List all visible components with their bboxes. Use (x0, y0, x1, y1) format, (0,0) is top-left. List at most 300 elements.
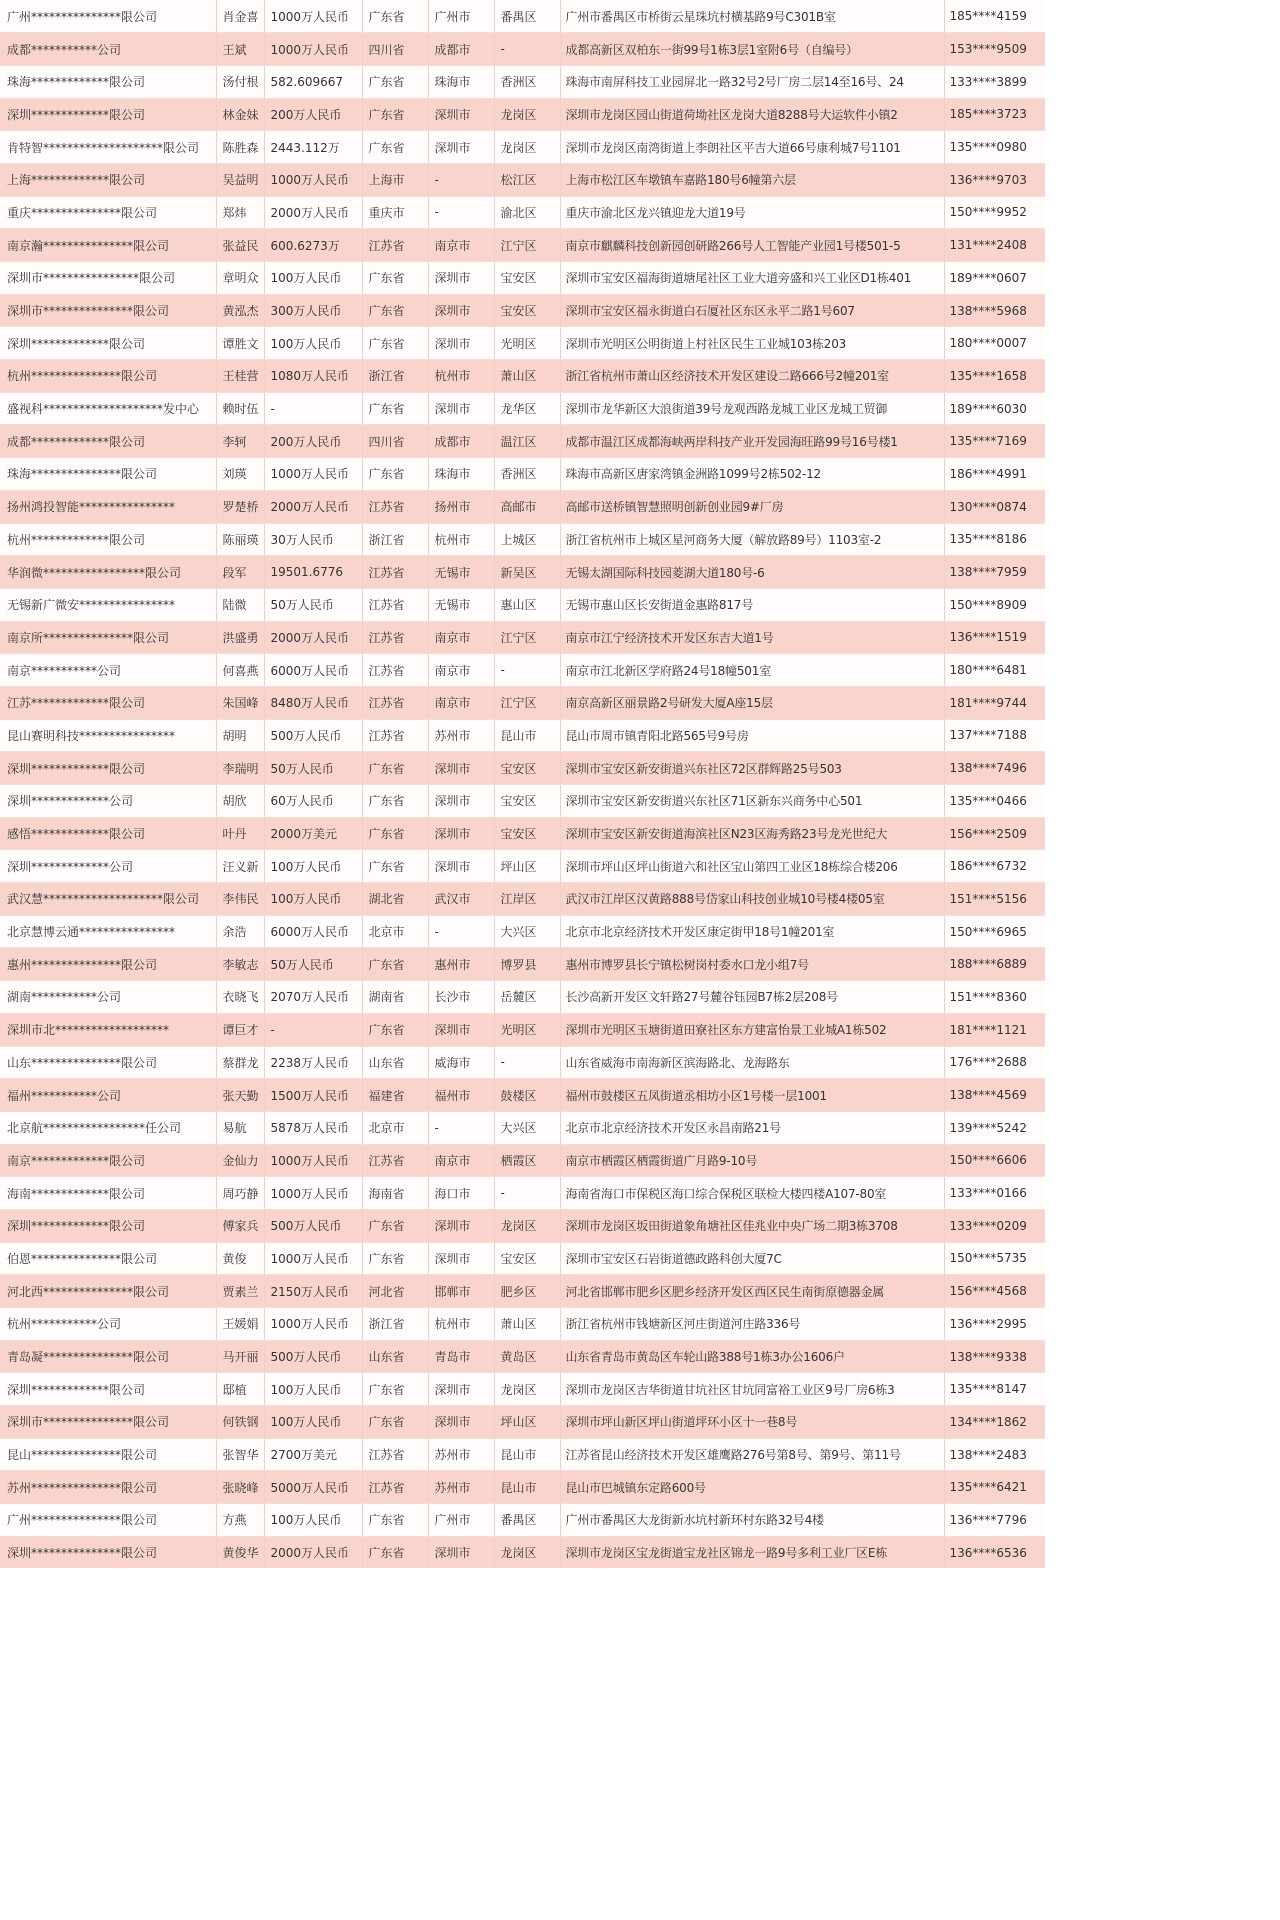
province-cell: 江苏省 (362, 1144, 428, 1177)
province-cell: 福建省 (362, 1079, 428, 1112)
address-cell: 重庆市渝北区龙兴镇迎龙大道19号 (560, 196, 944, 229)
company-name-cell: 江苏*************限公司 (0, 686, 216, 719)
province-cell: 海南省 (362, 1177, 428, 1210)
address-cell: 深圳市龙岗区园山街道荷坳社区龙岗大道8288号大运软件小镇2 (560, 98, 944, 131)
company-name-cell: 感悟*************限公司 (0, 817, 216, 850)
city-cell: 邯郸市 (428, 1275, 494, 1308)
phone-cell: 151****5156 (944, 883, 1045, 916)
phone-cell: 135****7169 (944, 425, 1045, 458)
district-cell: 龙岗区 (494, 98, 560, 131)
district-cell: 博罗县 (494, 948, 560, 981)
company-name-cell: 深圳*************限公司 (0, 1373, 216, 1406)
table-row (0, 883, 1045, 916)
legal-person-cell: 胡欣 (216, 785, 264, 818)
registered-capital-cell: 5000万人民币 (264, 1471, 362, 1504)
province-cell: 广东省 (362, 0, 428, 33)
address-cell: 浙江省杭州市萧山区经济技术开发区建设二路666号2幢201室 (560, 360, 944, 393)
registered-capital-cell: 50万人民币 (264, 948, 362, 981)
table-row (0, 686, 1045, 719)
legal-person-cell: 贾素兰 (216, 1275, 264, 1308)
address-cell: 长沙高新开发区文轩路27号麓谷钰园B7栋2层208号 (560, 981, 944, 1014)
address-cell: 南京市江宁经济技术开发区东吉大道1号 (560, 621, 944, 654)
district-cell: 大兴区 (494, 915, 560, 948)
district-cell: 萧山区 (494, 360, 560, 393)
province-cell: 江苏省 (362, 621, 428, 654)
table-row (0, 33, 1045, 66)
registered-capital-cell: 100万人民币 (264, 883, 362, 916)
district-cell: 江岸区 (494, 883, 560, 916)
legal-person-cell: 张天勤 (216, 1079, 264, 1112)
city-cell: 武汉市 (428, 883, 494, 916)
legal-person-cell: 马开丽 (216, 1340, 264, 1373)
province-cell: 广东省 (362, 752, 428, 785)
district-cell: 香洲区 (494, 458, 560, 491)
phone-cell: 133****0209 (944, 1209, 1045, 1242)
phone-cell: 136****2995 (944, 1308, 1045, 1341)
address-cell: 上海市松江区车墩镇车嘉路180号6幢第六层 (560, 163, 944, 196)
legal-person-cell: 何喜燕 (216, 654, 264, 687)
city-cell: 广州市 (428, 0, 494, 33)
registered-capital-cell: 8480万人民币 (264, 686, 362, 719)
phone-cell: 135****1658 (944, 360, 1045, 393)
table-row (0, 294, 1045, 327)
legal-person-cell: 黄泓杰 (216, 294, 264, 327)
city-cell: - (428, 196, 494, 229)
company-name-cell: 深圳*************限公司 (0, 752, 216, 785)
registered-capital-cell: 2000万人民币 (264, 196, 362, 229)
district-cell: 松江区 (494, 163, 560, 196)
district-cell: 昆山市 (494, 1438, 560, 1471)
address-cell: 无锡太湖国际科技园菱湖大道180号-6 (560, 556, 944, 589)
province-cell: 四川省 (362, 33, 428, 66)
district-cell: 坪山区 (494, 1406, 560, 1439)
phone-cell: 189****0607 (944, 262, 1045, 295)
district-cell: 上城区 (494, 523, 560, 556)
city-cell: 杭州市 (428, 360, 494, 393)
registered-capital-cell: 60万人民币 (264, 785, 362, 818)
table-row (0, 425, 1045, 458)
company-name-cell: 杭州***************限公司 (0, 360, 216, 393)
province-cell: 江苏省 (362, 1471, 428, 1504)
legal-person-cell: 罗楚桥 (216, 490, 264, 523)
phone-cell: 186****4991 (944, 458, 1045, 491)
district-cell: 龙岗区 (494, 1373, 560, 1406)
registered-capital-cell: 2000万美元 (264, 817, 362, 850)
company-name-cell: 南京***********公司 (0, 654, 216, 687)
company-name-cell: 深圳市北******************* (0, 1013, 216, 1046)
phone-cell: 134****1862 (944, 1406, 1045, 1439)
company-name-cell: 苏州***************限公司 (0, 1471, 216, 1504)
district-cell: 萧山区 (494, 1308, 560, 1341)
company-name-cell: 杭州***********公司 (0, 1308, 216, 1341)
city-cell: 南京市 (428, 654, 494, 687)
address-cell: 深圳市坪山新区坪山街道坪环小区十一巷8号 (560, 1406, 944, 1439)
province-cell: 四川省 (362, 425, 428, 458)
registered-capital-cell: 5878万人民币 (264, 1111, 362, 1144)
province-cell: 广东省 (362, 98, 428, 131)
city-cell: 威海市 (428, 1046, 494, 1079)
province-cell: 浙江省 (362, 523, 428, 556)
district-cell: 坪山区 (494, 850, 560, 883)
table-row (0, 1504, 1045, 1537)
province-cell: 广东省 (362, 392, 428, 425)
legal-person-cell: 汪义新 (216, 850, 264, 883)
address-cell: 南京市江北新区学府路24号18幢501室 (560, 654, 944, 687)
company-name-cell: 深圳*************限公司 (0, 98, 216, 131)
legal-person-cell: 肖金喜 (216, 0, 264, 33)
city-cell: - (428, 163, 494, 196)
district-cell: - (494, 1046, 560, 1079)
registered-capital-cell: 200万人民币 (264, 98, 362, 131)
province-cell: 广东省 (362, 1406, 428, 1439)
table-row (0, 556, 1045, 589)
province-cell: 浙江省 (362, 360, 428, 393)
table-row (0, 1536, 1045, 1568)
city-cell: 苏州市 (428, 1438, 494, 1471)
city-cell: 深圳市 (428, 1373, 494, 1406)
district-cell: 龙岗区 (494, 1209, 560, 1242)
table-row (0, 1177, 1045, 1210)
address-cell: 武汉市江岸区汉黄路888号岱家山科技创业城10号楼4楼05室 (560, 883, 944, 916)
registered-capital-cell: 1000万人民币 (264, 1308, 362, 1341)
legal-person-cell: 汤付根 (216, 65, 264, 98)
province-cell: 广东省 (362, 817, 428, 850)
address-cell: 南京市栖霞区栖霞街道广月路9-10号 (560, 1144, 944, 1177)
address-cell: 浙江省杭州市上城区星河商务大厦（解放路89号）1103室-2 (560, 523, 944, 556)
province-cell: 江苏省 (362, 654, 428, 687)
registered-capital-cell: 1000万人民币 (264, 163, 362, 196)
registered-capital-cell: 1000万人民币 (264, 1144, 362, 1177)
legal-person-cell: 林金妹 (216, 98, 264, 131)
legal-person-cell: 陈丽瑛 (216, 523, 264, 556)
address-cell: 山东省青岛市黄岛区车轮山路388号1栋3办公1606户 (560, 1340, 944, 1373)
district-cell: 香洲区 (494, 65, 560, 98)
company-name-cell: 杭州*************限公司 (0, 523, 216, 556)
province-cell: 湖南省 (362, 981, 428, 1014)
address-cell: 深圳市龙华新区大浪街道39号龙观西路龙城工业区龙城工贸御 (560, 392, 944, 425)
city-cell: 深圳市 (428, 1536, 494, 1568)
registered-capital-cell: 30万人民币 (264, 523, 362, 556)
province-cell: 北京市 (362, 1111, 428, 1144)
phone-cell: 136****7796 (944, 1504, 1045, 1537)
city-cell: 无锡市 (428, 556, 494, 589)
address-cell: 深圳市宝安区福永街道白石厦社区东区永平二路1号607 (560, 294, 944, 327)
province-cell: 广东省 (362, 294, 428, 327)
phone-cell: 150****5735 (944, 1242, 1045, 1275)
phone-cell: 138****4569 (944, 1079, 1045, 1112)
address-cell: 深圳市宝安区石岩街道德政路科创大厦7C (560, 1242, 944, 1275)
company-name-cell: 成都***********公司 (0, 33, 216, 66)
district-cell: 昆山市 (494, 719, 560, 752)
table-row (0, 1471, 1045, 1504)
province-cell: 广东省 (362, 262, 428, 295)
district-cell: 光明区 (494, 327, 560, 360)
table-row (0, 1340, 1045, 1373)
city-cell: 苏州市 (428, 719, 494, 752)
province-cell: 河北省 (362, 1275, 428, 1308)
table-row (0, 915, 1045, 948)
district-cell: 番禺区 (494, 0, 560, 33)
legal-person-cell: 胡明 (216, 719, 264, 752)
legal-person-cell: 黄俊 (216, 1242, 264, 1275)
phone-cell: 185****4159 (944, 0, 1045, 33)
address-cell: 山东省威海市南海新区滨海路北、龙海路东 (560, 1046, 944, 1079)
company-name-cell: 珠海***************限公司 (0, 458, 216, 491)
table-row (0, 229, 1045, 262)
district-cell: 光明区 (494, 1013, 560, 1046)
legal-person-cell: 何铁钢 (216, 1406, 264, 1439)
city-cell: 深圳市 (428, 392, 494, 425)
address-cell: 深圳市宝安区福海街道塘尾社区工业大道旁盛和兴工业区D1栋401 (560, 262, 944, 295)
province-cell: 广东省 (362, 1373, 428, 1406)
province-cell: 广东省 (362, 948, 428, 981)
company-name-cell: 上海*************限公司 (0, 163, 216, 196)
address-cell: 南京高新区丽景路2号研发大厦A座15层 (560, 686, 944, 719)
legal-person-cell: 李轲 (216, 425, 264, 458)
phone-cell: 189****6030 (944, 392, 1045, 425)
city-cell: 杭州市 (428, 1308, 494, 1341)
address-cell: 海南省海口市保税区海口综合保税区联检大楼四楼A107-80室 (560, 1177, 944, 1210)
city-cell: 深圳市 (428, 1406, 494, 1439)
company-name-cell: 南京所***************限公司 (0, 621, 216, 654)
phone-cell: 156****2509 (944, 817, 1045, 850)
company-name-cell: 湖南***********公司 (0, 981, 216, 1014)
city-cell: 深圳市 (428, 98, 494, 131)
legal-person-cell: 刘瑛 (216, 458, 264, 491)
city-cell: 深圳市 (428, 850, 494, 883)
table-row (0, 1046, 1045, 1079)
phone-cell: 188****6889 (944, 948, 1045, 981)
city-cell: 成都市 (428, 33, 494, 66)
table-row (0, 262, 1045, 295)
registered-capital-cell: 1080万人民币 (264, 360, 362, 393)
district-cell: 龙华区 (494, 392, 560, 425)
address-cell: 昆山市周市镇青阳北路565号9号房 (560, 719, 944, 752)
city-cell: - (428, 915, 494, 948)
table-row (0, 65, 1045, 98)
province-cell: 重庆市 (362, 196, 428, 229)
city-cell: 苏州市 (428, 1471, 494, 1504)
address-cell: 深圳市龙岗区南湾街道上李朗社区平吉大道66号康利城7号1101 (560, 131, 944, 164)
registered-capital-cell: 2000万人民币 (264, 1536, 362, 1568)
legal-person-cell: 王斌 (216, 33, 264, 66)
district-cell: 番禺区 (494, 1504, 560, 1537)
registered-capital-cell: 100万人民币 (264, 850, 362, 883)
company-name-cell: 华润微*****************限公司 (0, 556, 216, 589)
address-cell: 南京市麒麟科技创新园创研路266号人工智能产业园1号楼501-5 (560, 229, 944, 262)
district-cell: 宝安区 (494, 817, 560, 850)
address-cell: 深圳市光明区玉塘街道田寮社区东方建富怡景工业城A1栋502 (560, 1013, 944, 1046)
city-cell: 珠海市 (428, 458, 494, 491)
city-cell: - (428, 1111, 494, 1144)
phone-cell: 138****9338 (944, 1340, 1045, 1373)
phone-cell: 138****7496 (944, 752, 1045, 785)
city-cell: 长沙市 (428, 981, 494, 1014)
table-row (0, 98, 1045, 131)
district-cell: 江宁区 (494, 229, 560, 262)
legal-person-cell: 王媛娟 (216, 1308, 264, 1341)
address-cell: 深圳市龙岗区宝龙街道宝龙社区锦龙一路9号多利工业厂区E栋 (560, 1536, 944, 1568)
registered-capital-cell: 1000万人民币 (264, 458, 362, 491)
company-name-cell: 南京*************限公司 (0, 1144, 216, 1177)
province-cell: 广东省 (362, 458, 428, 491)
table-row (0, 327, 1045, 360)
address-cell: 北京市北京经济技术开发区康定街甲18号1幢201室 (560, 915, 944, 948)
province-cell: 山东省 (362, 1046, 428, 1079)
district-cell: 黄岛区 (494, 1340, 560, 1373)
table-row (0, 458, 1045, 491)
registered-capital-cell: 100万人民币 (264, 1504, 362, 1537)
registered-capital-cell: 600.6273万 (264, 229, 362, 262)
legal-person-cell: 蔡群龙 (216, 1046, 264, 1079)
phone-cell: 150****9952 (944, 196, 1045, 229)
city-cell: 深圳市 (428, 785, 494, 818)
table-row (0, 621, 1045, 654)
legal-person-cell: 李瑞明 (216, 752, 264, 785)
address-cell: 广州市番禺区市桥街云星珠坑村横基路9号C301B室 (560, 0, 944, 33)
city-cell: 海口市 (428, 1177, 494, 1210)
registered-capital-cell: 2070万人民币 (264, 981, 362, 1014)
table-row (0, 490, 1045, 523)
company-name-cell: 海南*************限公司 (0, 1177, 216, 1210)
city-cell: 南京市 (428, 1144, 494, 1177)
company-name-cell: 深圳市****************限公司 (0, 262, 216, 295)
legal-person-cell: 方燕 (216, 1504, 264, 1537)
address-cell: 福州市鼓楼区五凤街道丞相坊小区1号楼一层1001 (560, 1079, 944, 1112)
district-cell: 龙岗区 (494, 131, 560, 164)
city-cell: 成都市 (428, 425, 494, 458)
table-row (0, 1308, 1045, 1341)
address-cell: 深圳市宝安区新安街道兴东社区71区新东兴商务中心501 (560, 785, 944, 818)
table-row (0, 163, 1045, 196)
legal-person-cell: 陆微 (216, 588, 264, 621)
table-row (0, 360, 1045, 393)
phone-cell: 135****8147 (944, 1373, 1045, 1406)
legal-person-cell: 易航 (216, 1111, 264, 1144)
district-cell: 温江区 (494, 425, 560, 458)
city-cell: 深圳市 (428, 1209, 494, 1242)
province-cell: 广东省 (362, 1242, 428, 1275)
province-cell: 江苏省 (362, 556, 428, 589)
registered-capital-cell: 100万人民币 (264, 1406, 362, 1439)
city-cell: 惠州市 (428, 948, 494, 981)
company-name-cell: 深圳市***************限公司 (0, 294, 216, 327)
table-row (0, 1144, 1045, 1177)
company-name-cell: 惠州***************限公司 (0, 948, 216, 981)
company-name-cell: 扬州鸿投智能**************** (0, 490, 216, 523)
phone-cell: 150****6606 (944, 1144, 1045, 1177)
table-row (0, 1406, 1045, 1439)
table-row (0, 1111, 1045, 1144)
company-name-cell: 肯特智********************限公司 (0, 131, 216, 164)
address-cell: 惠州市博罗县长宁镇松树岗村委水口龙小组7号 (560, 948, 944, 981)
registered-capital-cell: 2443.112万 (264, 131, 362, 164)
district-cell: 新吴区 (494, 556, 560, 589)
city-cell: 珠海市 (428, 65, 494, 98)
legal-person-cell: 章明众 (216, 262, 264, 295)
address-cell: 无锡市惠山区长安街道金惠路817号 (560, 588, 944, 621)
registered-capital-cell: 500万人民币 (264, 1340, 362, 1373)
phone-cell: 138****7959 (944, 556, 1045, 589)
company-name-cell: 昆山赛明科技**************** (0, 719, 216, 752)
legal-person-cell: 张益民 (216, 229, 264, 262)
province-cell: 江苏省 (362, 719, 428, 752)
legal-person-cell: 叶丹 (216, 817, 264, 850)
legal-person-cell: 段军 (216, 556, 264, 589)
address-cell: 深圳市龙岗区坂田街道象角塘社区佳兆业中央广场二期3栋3708 (560, 1209, 944, 1242)
registered-capital-cell: 1000万人民币 (264, 0, 362, 33)
registered-capital-cell: 2000万人民币 (264, 621, 362, 654)
registered-capital-cell: - (264, 1013, 362, 1046)
phone-cell: 186****6732 (944, 850, 1045, 883)
city-cell: 深圳市 (428, 817, 494, 850)
address-cell: 成都高新区双柏东一街99号1栋3层1室附6号（自编号） (560, 33, 944, 66)
city-cell: 青岛市 (428, 1340, 494, 1373)
district-cell: 宝安区 (494, 262, 560, 295)
legal-person-cell: 邸植 (216, 1373, 264, 1406)
address-cell: 浙江省杭州市钱塘新区河庄街道河庄路336号 (560, 1308, 944, 1341)
table-row (0, 523, 1045, 556)
legal-person-cell: 李敏志 (216, 948, 264, 981)
city-cell: 深圳市 (428, 294, 494, 327)
table-row (0, 785, 1045, 818)
phone-cell: 133****0166 (944, 1177, 1045, 1210)
phone-cell: 180****0007 (944, 327, 1045, 360)
company-name-cell: 南京瀚***************限公司 (0, 229, 216, 262)
company-name-cell: 深圳市***************限公司 (0, 1406, 216, 1439)
phone-cell: 133****3899 (944, 65, 1045, 98)
phone-cell: 185****3723 (944, 98, 1045, 131)
company-name-cell: 北京航*****************任公司 (0, 1111, 216, 1144)
city-cell: 深圳市 (428, 1013, 494, 1046)
district-cell: 大兴区 (494, 1111, 560, 1144)
table-row (0, 1079, 1045, 1112)
address-cell: 深圳市光明区公明街道上村社区民生工业城103栋203 (560, 327, 944, 360)
registered-capital-cell: 2238万人民币 (264, 1046, 362, 1079)
company-name-cell: 深圳*************公司 (0, 850, 216, 883)
legal-person-cell: 洪盛勇 (216, 621, 264, 654)
address-cell: 珠海市高新区唐家湾镇金洲路1099号2栋502-12 (560, 458, 944, 491)
legal-person-cell: 张智华 (216, 1438, 264, 1471)
registered-capital-cell: 2000万人民币 (264, 490, 362, 523)
registered-capital-cell: 582.609667 (264, 65, 362, 98)
legal-person-cell: 朱国峰 (216, 686, 264, 719)
legal-person-cell: 赖时伍 (216, 392, 264, 425)
district-cell: 昆山市 (494, 1471, 560, 1504)
district-cell: 高邮市 (494, 490, 560, 523)
registered-capital-cell: 500万人民币 (264, 1209, 362, 1242)
legal-person-cell: 周巧静 (216, 1177, 264, 1210)
address-cell: 高邮市送桥镇智慧照明创新创业园9#厂房 (560, 490, 944, 523)
city-cell: 深圳市 (428, 327, 494, 360)
address-cell: 珠海市南屏科技工业园屏北一路32号2号厂房二层14至16号、24 (560, 65, 944, 98)
legal-person-cell: 金仙力 (216, 1144, 264, 1177)
table-row (0, 1438, 1045, 1471)
phone-cell: 150****8909 (944, 588, 1045, 621)
table-row (0, 1275, 1045, 1308)
registered-capital-cell: 300万人民币 (264, 294, 362, 327)
city-cell: 深圳市 (428, 131, 494, 164)
company-name-cell: 成都*************限公司 (0, 425, 216, 458)
legal-person-cell: 衣晓飞 (216, 981, 264, 1014)
phone-cell: 181****9744 (944, 686, 1045, 719)
table-row (0, 0, 1045, 33)
registered-capital-cell: - (264, 392, 362, 425)
address-cell: 深圳市宝安区新安街道海滨社区N23区海秀路23号龙光世纪大 (560, 817, 944, 850)
phone-cell: 135****0980 (944, 131, 1045, 164)
district-cell: 宝安区 (494, 294, 560, 327)
legal-person-cell: 黄俊华 (216, 1536, 264, 1568)
